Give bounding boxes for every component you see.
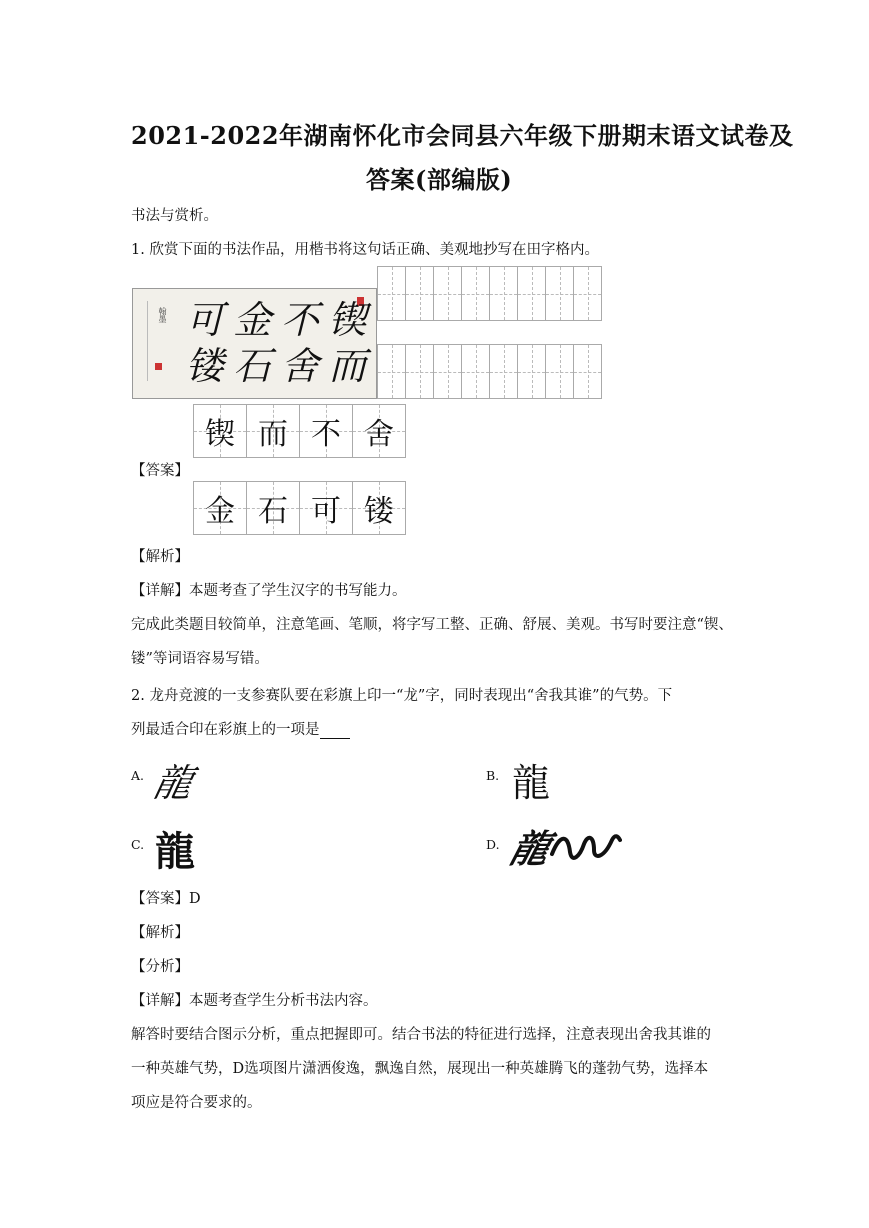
calligraphy-char: 可 [185,298,224,342]
section-heading: 书法与赏析。 [131,208,218,224]
q2-detail: 【详解】本题考查学生分析书法内容。 [131,993,378,1009]
answer-char: 而 [258,417,288,452]
answer-grid-row1 [193,404,405,458]
q1-analysis-label: 【解析】 [131,549,189,565]
calligraphy-char: 石 [233,344,272,388]
calligraphy-artwork [132,288,377,399]
answer-char: 金 [205,494,235,529]
answer-blank [320,723,350,739]
option-d-calligraphy-image[interactable] [505,818,622,871]
q2-fenxi-label: 【分析】 [131,959,189,975]
option-d-glyph: 龍 [505,826,556,871]
empty-grid-row1[interactable] [377,266,601,321]
seal-stamp [155,363,162,370]
calligraphy-char: 金 [233,298,272,342]
q2-text-line2: 列最适合印在彩旗上的一项是 [131,718,350,739]
page-title-line1: 2021-2022年湖南怀化市会同县六年级下册期末语文试卷及 [131,121,794,150]
empty-grid-row2[interactable] [377,344,601,399]
answer-char: 舍 [364,417,394,452]
q2-explain-line1: 解答时要结合图示分析，重点把握即可。结合书法的特征进行选择，注意表现出舍我其谁的 [131,1027,711,1043]
page-title-line2: 答案(部编版) [366,165,513,194]
answer-char: 镂 [364,494,394,529]
calligraphy-char: 舍 [280,344,319,388]
option-a-label[interactable]: A. [131,768,145,783]
answer-char: 不 [311,417,341,452]
option-a-calligraphy-image[interactable]: 龍 [149,761,193,805]
q1-explain-line2: 镂”等词语容易写错。 [131,651,269,667]
calligraphy-char: 锲 [328,298,367,342]
calligraphy-char: 镂 [185,344,224,388]
option-c-label[interactable]: C. [131,837,145,852]
option-c-calligraphy-image[interactable]: 龍 [155,828,195,875]
brush-stroke-icon [550,826,622,866]
q2-explain-line3: 项应是符合要求的。 [131,1095,262,1111]
q2-analysis-label: 【解析】 [131,925,189,941]
q1-explain-line1: 完成此类题目较简单，注意笔画、笔顺，将字写工整、正确、舒展、美观。书写时要注意“锲、 [131,617,733,633]
answer-char: 锲 [205,417,235,452]
answer-char: 石 [258,494,288,529]
q2-explain-line2: 一种英雄气势，D选项图片潇洒俊逸，飘逸自然，展现出一种英雄腾飞的蓬勃气势，选择本 [131,1061,709,1077]
q1-answer-label: 【答案】 [131,463,189,479]
calligraphy-char: 不 [280,298,319,342]
scroll-inscription-small: 翰墨 [158,307,167,323]
option-d-label[interactable]: D. [486,837,500,852]
q1-detail: 【详解】本题考查了学生汉字的书写能力。 [131,583,407,599]
calligraphy-char: 而 [328,344,367,388]
q2-answer: 【答案】D [131,891,201,907]
option-b-label[interactable]: B. [486,768,500,783]
answer-grid-row2 [193,481,405,535]
answer-char: 可 [311,494,341,529]
q1-text: 1. 欣赏下面的书法作品，用楷书将这句话正确、美观地抄写在田字格内。 [131,242,599,258]
option-b-calligraphy-image[interactable]: 龍 [512,761,551,805]
q2-text-line1: 2. 龙舟竞渡的一支参赛队要在彩旗上印一“龙”字，同时表现出“舍我其谁”的气势。下 [131,688,673,704]
